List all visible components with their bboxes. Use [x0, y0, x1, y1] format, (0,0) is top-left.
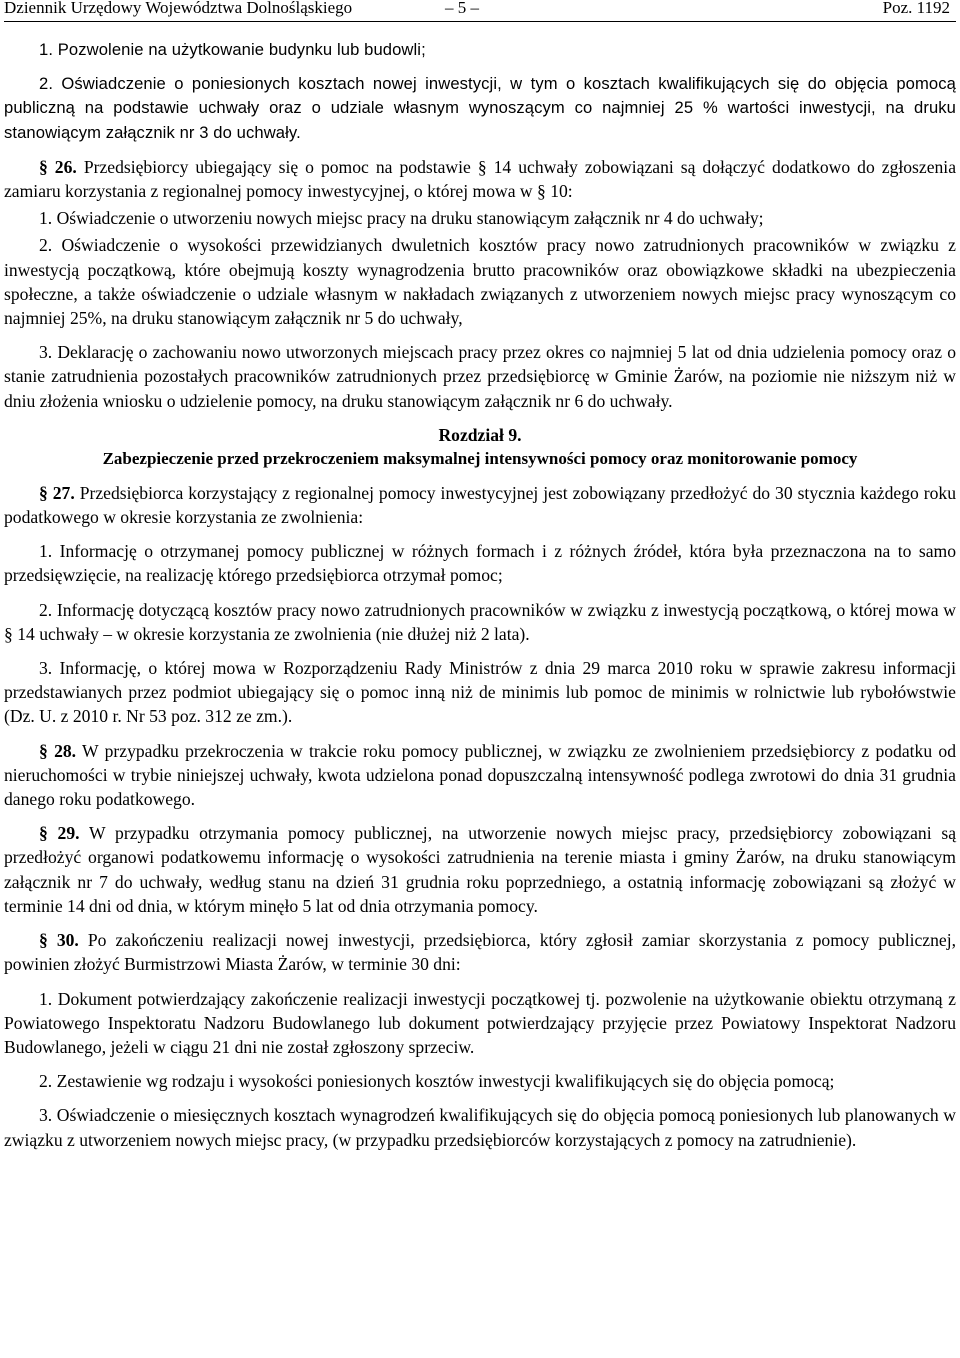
- journal-title: Dziennik Urzędowy Województwa Dolnośląskiego: [4, 0, 353, 17]
- section-26-number: § 26.: [39, 156, 77, 177]
- section-30: [4, 928, 956, 976]
- section-28-text: W przypadku przekroczenia w trakcie roku pomocy publicznej, w związku ze zwolnieniem przedsiębiorcy z podatku od nieruchomości w trybie niniejszej uchwały, kwota udzielona ponad dopuszczalną intensywność podlega zwrotowi do dnia 31 grudnia danego roku podatkowego.: [4, 740, 956, 810]
- chapter-title: Zabezpieczenie przed przekroczeniem maksymalnej intensywności pomocy oraz monitorowanie pomocy: [102, 448, 858, 468]
- chapter-heading: Rozdział 9.: [438, 424, 522, 445]
- section-26-item-3: 3. Deklarację o zachowaniu nowo utworzonych miejscach pracy przez okres co najmniej 5 lat od dnia udzielenia pomocy oraz o stanie zatrudnienia pozostałych pracowników zatrudnionych przez przedsiębiorcę w Gminie Żarów, na poziomie nie niższym niż w dniu złożenia wniosku o udzielenie pomocy, na druku stanowiącym załącznik nr 6 do uchwały.: [4, 342, 956, 411]
- section-26-item-1: 1. Oświadczenie o utworzeniu nowych miejsc pracy na druku stanowiącym załącznik nr 4 do uchwały;: [39, 208, 764, 229]
- section-26-item-2: 2. Oświadczenie o wysokości przewidzianych dwuletnich kosztów pracy nowo zatrudnionych pracowników w związku z inwestycją początkową, które obejmują koszty wynagrodzenia brutto pracowników oraz obowiązkowe składki na ubezpieczenia społeczne, a także oświadczenie o udziale własnym w nakładach związanych z utworzeniem nowych miejsc pracy wynoszącym co najmniej 25%, na druku stanowiącym załącznik nr 5 do uchwały,: [4, 235, 956, 329]
- section-30-item-3: 3. Oświadczenie o miesięcznych kosztach wynagrodzeń kwalifikujących się do objęcia pomocą poniesionych lub planowanych w związku z utworzeniem nowych miejsc pracy, (w przypadku przedsiębiorców korzystających z pomocy na zatrudnienie).: [4, 1105, 956, 1150]
- section-29-text: W przypadku otrzymania pomocy publicznej, na utworzenie nowych miejsc pracy, przedsiębiorcy zobowiązani są przedłożyć organowi podatkowemu informację o wysokości zatrudnienia na terenie miasta i gminy Żarów, na druku stanowiącym załącznik nr 7 do uchwały, według stanu na dzień 31 grudnia roku poprzedniego, a ostatnią informację zobowiązani są złożyć w terminie 14 dni od dnia, w którym minęło 5 lat od dnia otrzymania pomocy.: [4, 823, 957, 916]
- section-27-number: § 27.: [39, 482, 75, 503]
- paragraph-p1: 1. Pozwolenie na użytkowanie budynku lub budowli;: [39, 40, 426, 59]
- page-header: [4, 0, 956, 22]
- section-27-item-3: 3. Informację, o której mowa w Rozporządzeniu Rady Ministrów z dnia 29 marca 2010 roku w sprawie zakresu informacji przedstawianych przez podmiot ubiegający się o pomoc inną niż de minimis lub pomoc de minimis w rolnictwie lub rybołówstwie (Dz. U. z 2010 r. Nr 53 poz. 312 ze zm.).: [4, 658, 956, 727]
- paragraph-p2: 2. Oświadczenie o poniesionych kosztach nowej inwestycji, w tym o kosztach kwalifikujących się do objęcia pomocą publiczną na podstawie uchwały oraz o udziale własnym wynoszącym co najmniej 25 % wartości inwestycji, na druku stanowiącym załącznik nr 3 do uchwały.: [4, 74, 956, 142]
- section-29-number: § 29.: [39, 823, 80, 844]
- section-30-item-2: 2. Zestawienie wg rodzaju i wysokości poniesionych kosztów inwestycji kwalifikujących się do objęcia pomocą;: [39, 1071, 835, 1092]
- position-number: Poz. 1192: [882, 0, 950, 17]
- section-26: [4, 155, 956, 203]
- section-27-item-2: 2. Informację dotyczącą kosztów pracy nowo zatrudnionych pracowników w związku z inwestycją początkową, o której mowa w § 14 uchwały – w okresie korzystania ze zwolnienia (nie dłużej niż 2 lata).: [4, 599, 956, 644]
- section-30-text: Po zakończeniu realizacji nowej inwestycji, przedsiębiorca, który zgłosił zamiar skorzystania z pomocy publicznej, powinien złożyć Burmistrzowi Miasta Żarów, w terminie 30 dni:: [4, 930, 956, 975]
- section-29: [4, 821, 956, 918]
- section-30-number: § 30.: [39, 930, 79, 951]
- document-page: [4, 0, 956, 1152]
- section-28: [4, 739, 956, 812]
- section-27: [4, 481, 956, 529]
- page-number: – 5 –: [445, 0, 479, 17]
- section-30-item-1: 1. Dokument potwierdzający zakończenie realizacji inwestycji początkowej tj. pozwolenie na użytkowanie obiektu otrzymaną z Powiatowego Inspektoratu Nadzoru Budowlanego lub dokument potwierdzający przyjęcie przez Powiatowy Inspektorat Nadzoru Budowlanego, jeżeli w ciągu 21 dni nie został zgłoszony sprzeciw.: [4, 988, 956, 1057]
- section-28-number: § 28.: [39, 740, 77, 761]
- section-26-text: Przedsiębiorcy ubiegający się o pomoc na podstawie § 14 uchwały zobowiązani są dołączyć dodatkowo do zgłoszenia zamiaru korzystania z regionalnej pomocy inwestycyjnej, o której mowa w § 10:: [4, 156, 957, 202]
- section-27-item-1: 1. Informację o otrzymanej pomocy publicznej w różnych formach i z różnych źródeł, która była przeznaczona na to samo przedsięwzięcie, na realizację którego przedsiębiorca otrzymał pomoc;: [4, 541, 956, 586]
- section-27-text: Przedsiębiorca korzystający z regionalnej pomocy inwestycyjnej jest zobowiązany przedłożyć do 30 stycznia każdego roku podatkowego w okresie korzystania ze zwolnienia:: [4, 482, 956, 528]
